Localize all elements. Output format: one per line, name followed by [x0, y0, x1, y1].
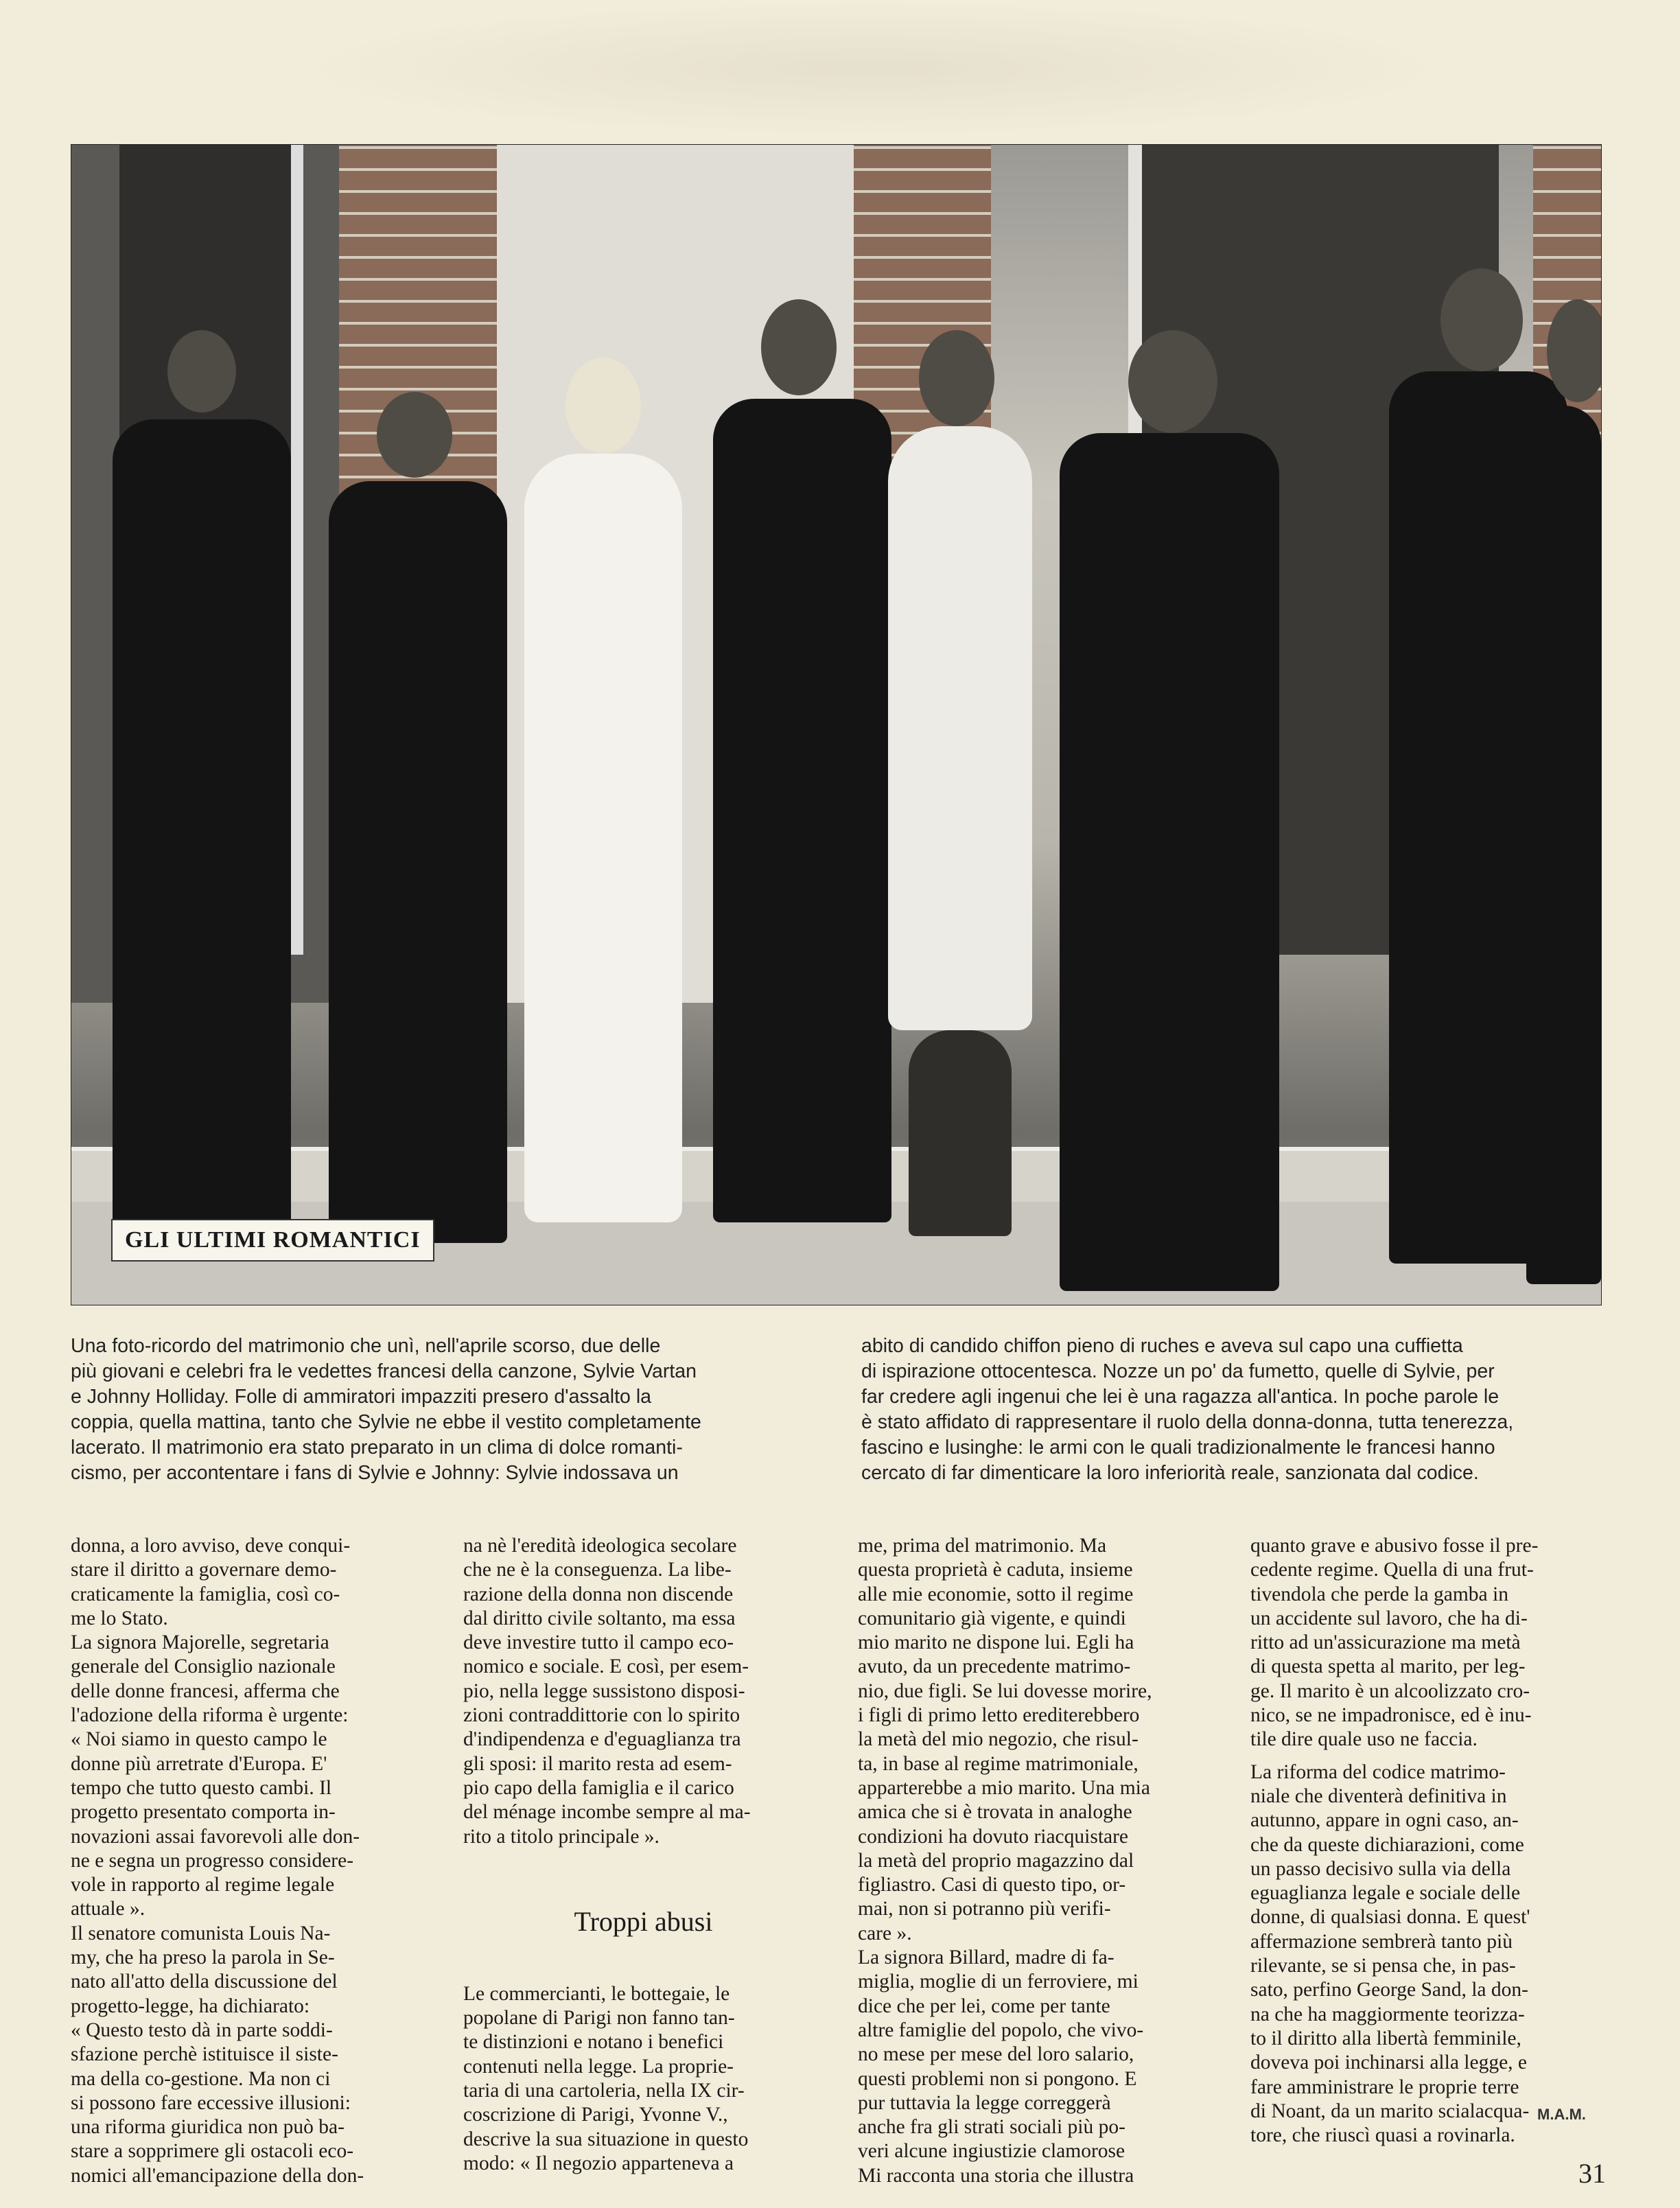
article-line: attuale ».	[71, 1898, 145, 1920]
article-line: me lo Stato.	[71, 1607, 168, 1629]
caption-line: e Johnny Holliday. Folle di ammiratori impazziti presero d'assalto la	[71, 1386, 652, 1408]
article-line: nomici all'emancipazione della don-	[71, 2164, 364, 2187]
article-line: craticamente la famiglia, così co-	[71, 1583, 340, 1605]
article-line: comunitario già vigente, e quindi	[858, 1607, 1126, 1629]
article-line: pio capo della famiglia e il carico	[463, 1776, 734, 1799]
caption-line: far credere agli ingenui che lei è una ragazza all'antica. In poche parole le	[861, 1386, 1500, 1408]
article-line: donne più arretrate d'Europa. E'	[71, 1752, 327, 1775]
article-line: « Questo testo dà in parte soddi-	[71, 2019, 333, 2041]
photo-figure	[1060, 433, 1279, 1291]
article-line: na che ha maggiormente teorizza-	[1250, 2003, 1525, 2025]
article-line: d'indipendenza e d'eguaglianza tra	[463, 1728, 741, 1751]
photo-figure-head	[1440, 268, 1523, 371]
article-line: progetto-legge, ha dichiarato:	[71, 1995, 310, 2017]
photo-figure-head	[1547, 299, 1602, 402]
wedding-photo	[71, 144, 1602, 1305]
caption-line: di ispirazione ottocentesca. Nozze un po' da fumetto, quelle di Sylvie, per	[861, 1360, 1495, 1382]
photo-figure	[713, 399, 891, 1222]
article-line: Mi racconta una storia che illustra	[858, 2164, 1134, 2187]
column-spacer	[463, 1849, 824, 1904]
article-line: che ne è la conseguenza. La libe-	[463, 1559, 732, 1581]
article-line: che da queste dichiarazioni, come	[1250, 1833, 1524, 1856]
article-line: fare amministrare le proprie terre	[1250, 2076, 1519, 2098]
article-line: razione della donna non discende	[463, 1583, 734, 1605]
article-line: generale del Consiglio nazionale	[71, 1655, 336, 1678]
article-line: miglia, moglie di un ferroviere, mi	[858, 1971, 1139, 1993]
article-line: nato all'atto della discussione del	[71, 1971, 338, 1993]
article-line: si possono fare eccessive illusioni:	[71, 2091, 351, 2114]
article-line: questi problemi non si pongono. E	[858, 2067, 1137, 2090]
article-line: rito a titolo principale ».	[463, 1825, 660, 1848]
photo-figure	[329, 481, 507, 1243]
article-line: te distinzioni e notano i benefici	[463, 2031, 724, 2054]
article-line: avuto, da un precedente matrimo-	[858, 1655, 1131, 1678]
caption-line: cismo, per accontentare i fans di Sylvie e Johnny: Sylvie indossava un	[71, 1462, 679, 1484]
article-line: eguaglianza legale e sociale delle	[1250, 1882, 1521, 1905]
article-line: anche fra gli strati sociali più po-	[858, 2116, 1125, 2139]
photo-figure	[113, 419, 291, 1229]
article-line: alle mie economie, sotto il regime	[858, 1583, 1134, 1605]
page-number: 31	[1578, 2158, 1606, 2189]
article-line: pio, nella legge sussistono disposi-	[463, 1680, 745, 1702]
article-column-2	[463, 1534, 824, 2176]
article-line: sato, perfino George Sand, la don-	[1250, 1979, 1528, 2001]
article-line: coscrizione di Parigi, Yvonne V.,	[463, 2104, 728, 2126]
article-line: pur tuttavia la legge correggerà	[858, 2091, 1111, 2114]
article-line: niale che diventerà definitiva in	[1250, 1785, 1507, 1807]
article-line: tivendola che perde la gamba in	[1250, 1583, 1508, 1605]
article-line: novazioni assai favorevoli alle don-	[71, 1825, 360, 1848]
article-line: i figli di primo letto erediterebbero	[858, 1704, 1140, 1727]
article-line: Il senatore comunista Louis Na-	[71, 1922, 331, 1944]
article-line: « Noi siamo in questo campo le	[71, 1728, 327, 1751]
caption-line: coppia, quella mattina, tanto che Sylvie ne ebbe il vestito completamente	[71, 1411, 701, 1433]
article-line: mai, non si potranno più verifi-	[858, 1898, 1111, 1920]
article-line: altre famiglie del popolo, che vivo-	[858, 2019, 1144, 2041]
article-line: La signora Billard, madre di fa-	[858, 1946, 1115, 1969]
photo-figure-head	[565, 358, 641, 454]
article-line: La riforma del codice matrimo-	[1250, 1760, 1506, 1783]
article-line: modo: « Il negozio apparteneva a	[463, 2152, 734, 2174]
article-line: ne e segna un progresso considere-	[71, 1849, 354, 1872]
paragraph-spacer	[1250, 1752, 1611, 1760]
article-line: autunno, appare in ogni caso, an-	[1250, 1809, 1519, 1832]
article-line: taria di una cartoleria, nella IX cir-	[463, 2080, 745, 2102]
article-line: quanto grave e abusivo fosse il pre-	[1250, 1535, 1539, 1557]
photo-figure-legs	[909, 1030, 1012, 1236]
article-line: stare il diritto a governare demo-	[71, 1559, 337, 1581]
article-line: ta, in base al regime matrimoniale,	[858, 1752, 1139, 1775]
article-line: deve investire tutto il campo eco-	[463, 1631, 734, 1654]
article-line: me, prima del matrimonio. Ma	[858, 1535, 1107, 1557]
photo-figure	[1526, 406, 1601, 1284]
photo-caption-right	[861, 1334, 1602, 1486]
article-line: care ».	[858, 1922, 912, 1944]
photo-figure-bride	[524, 454, 682, 1222]
article-line: questa proprietà è caduta, insieme	[858, 1559, 1133, 1581]
article-line: to il diritto alla libertà femminile,	[1250, 2027, 1521, 2049]
article-line: tile dire quale uso ne faccia.	[1250, 1728, 1478, 1751]
article-line: condizioni ha dovuto riacquistare	[858, 1825, 1129, 1848]
caption-line: abito di candido chiffon pieno di ruches e aveva sul capo una cuffietta	[861, 1335, 1463, 1357]
article-line: donne, di qualsiasi donna. E quest'	[1250, 1906, 1530, 1929]
photo-label: GLI ULTIMI ROMANTICI	[111, 1219, 434, 1262]
article-line: descrive la sua situazione in questo	[463, 2128, 749, 2150]
article-line: doveva poi inchinarsi alla legge, e	[1250, 2052, 1528, 2074]
photo-figure-head	[919, 330, 994, 426]
photo-figure-head	[1128, 330, 1217, 433]
article-line: apparterebbe a mio marito. Una mia	[858, 1776, 1150, 1799]
article-line: dice che per lei, come per tante	[858, 1995, 1110, 2017]
article-line: popolane di Parigi non fanno tan-	[463, 2007, 735, 2030]
photo-figure-head	[377, 392, 452, 478]
article-line: tempo che tutto questo cambi. Il	[71, 1776, 332, 1799]
article-line: nomico e sociale. E così, per esem-	[463, 1655, 749, 1678]
photo-figure-head	[167, 330, 236, 412]
article-line: nico, se ne impadronisce, ed è inu-	[1250, 1704, 1532, 1727]
photo-caption-left	[71, 1334, 802, 1486]
article-line: una riforma giuridica non può ba-	[71, 2116, 345, 2139]
article-line: gli sposi: il marito resta ad esem-	[463, 1752, 732, 1775]
article-line: Le commercianti, le bottegaie, le	[463, 1982, 730, 2005]
article-line: dal diritto civile soltanto, ma essa	[463, 1607, 736, 1629]
article-line: nio, due figli. Se lui dovesse morire,	[858, 1680, 1152, 1702]
article-line: la metà del mio negozio, che risul-	[858, 1728, 1139, 1751]
author-signature: M.A.M.	[1537, 2106, 1586, 2123]
section-subhead: Troppi abusi	[574, 1905, 713, 1937]
photo-figure-head	[761, 299, 837, 395]
article-line: contenuti nella legge. La proprie-	[463, 2055, 734, 2078]
caption-line: è stato affidato di rappresentare il ruolo della donna-donna, tutta tenerezza,	[861, 1411, 1514, 1433]
article-line: affermazione sembrerà tanto più	[1250, 1930, 1513, 1953]
article-line: no mese per mese del loro salario,	[858, 2043, 1134, 2066]
article-line: rilevante, se si pensa che, in pas-	[1250, 1955, 1516, 1977]
article-line: l'adozione della riforma è urgente:	[71, 1704, 349, 1727]
article-line: donna, a loro avviso, deve conqui-	[71, 1535, 351, 1557]
article-line: tore, che riuscì quasi a rovinarla.	[1250, 2124, 1515, 2147]
article-line: progetto presentato comporta in-	[71, 1801, 336, 1824]
caption-line: lacerato. Il matrimonio era stato preparato in un clima di dolce romanti-	[71, 1437, 683, 1459]
article-line: veri alcune ingiustizie clamorose	[858, 2140, 1125, 2163]
article-line: la metà del proprio magazzino dal	[858, 1849, 1134, 1872]
article-line: sfazione perchè istituisce il siste-	[71, 2043, 338, 2066]
caption-line: fascino e lusinghe: le armi con le quali tradizionalmente le francesi hanno	[861, 1437, 1495, 1459]
article-column-4	[1250, 1534, 1611, 2148]
article-line: figliastro. Casi di questo tipo, or-	[858, 1874, 1126, 1896]
article-line: un passo decisivo sulla via della	[1250, 1857, 1511, 1880]
article-line: cedente regime. Quella di una frut-	[1250, 1559, 1534, 1581]
article-line: zioni contraddittorie con lo spirito	[463, 1704, 740, 1727]
article-line: ge. Il marito è un alcoolizzato cro-	[1250, 1680, 1530, 1702]
article-line: delle donne francesi, afferma che	[71, 1680, 340, 1702]
article-line: del ménage incombe sempre al ma-	[463, 1801, 751, 1824]
article-line: ritto ad un'assicurazione ma metà	[1250, 1631, 1521, 1654]
caption-line: più giovani e celebri fra le vedettes francesi della canzone, Sylvie Vartan	[71, 1360, 697, 1382]
article-line: mio marito ne dispone lui. Egli ha	[858, 1631, 1134, 1654]
photo-figure	[888, 426, 1032, 1030]
caption-line: Una foto-ricordo del matrimonio che unì, nell'aprile scorso, due delle	[71, 1335, 661, 1357]
article-line: ma della co-gestione. Ma non ci	[71, 2067, 331, 2090]
article-line: vole in rapporto al regime legale	[71, 1874, 335, 1896]
article-line: stare a sopprimere gli ostacoli eco-	[71, 2140, 354, 2163]
article-column-1	[71, 1534, 431, 2188]
article-line: na nè l'eredità ideologica secolare	[463, 1535, 737, 1557]
article-line: un accidente sul lavoro, che ha di-	[1250, 1607, 1528, 1629]
article-line: di Noant, da un marito scialacqua-	[1250, 2100, 1530, 2122]
page-bleed-shadow	[288, 0, 1455, 137]
caption-line: cercato di far dimenticare la loro inferiorità reale, sanzionata dal codice.	[861, 1462, 1479, 1484]
article-column-3	[858, 1534, 1218, 2188]
article-line: La signora Majorelle, segretaria	[71, 1631, 329, 1654]
article-line: amica che si è trovata in analoghe	[858, 1801, 1132, 1824]
article-line: my, che ha preso la parola in Se-	[71, 1946, 335, 1969]
article-line: di questa spetta al marito, per leg-	[1250, 1655, 1526, 1678]
